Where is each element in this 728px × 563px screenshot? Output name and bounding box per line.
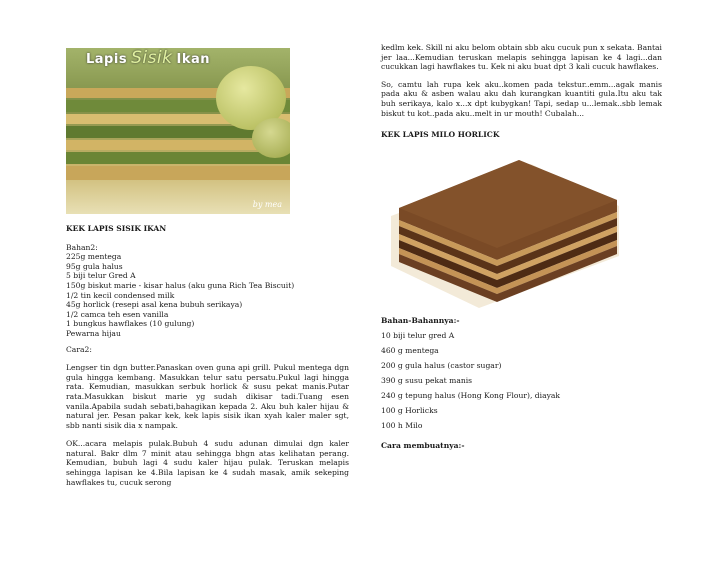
right-column — [381, 43, 662, 451]
recipe-title: KEK LAPIS SISIK IKAN — [66, 224, 167, 233]
left-column — [66, 48, 349, 487]
cake-layer — [66, 166, 290, 180]
list-item: 1/2 camca teh esen vanilla — [66, 309, 169, 319]
list-item: 150g biskut marie - kisar halus (aku guna Rich Tea Biscuit) — [66, 280, 295, 290]
fruit-decoration — [252, 118, 290, 158]
list-item: 200 g gula halus (castor sugar) — [381, 361, 502, 371]
list-item: 95g gula halus — [66, 261, 123, 271]
photo-credit: by mea — [252, 200, 282, 210]
recipe-title: KEK LAPIS MILO HORLICK — [381, 130, 500, 140]
method-paragraph: Lengser tin dgn butter.Panaskan oven guna api grill. Pukul mentega dgn gula hingga kembang. Masukkan telur satu persatu.Pukul lagi hingga rata. Kemudian, masukkan serbuk horlick & susu pekat manis.Putar rata.Masukkan biskut marie yg sudah dikisar tadi.Tuang esen vanila.Apabila sudah sebati,bahagikan kepada 2. Aku buh kaler hijau & natural jer. Pesan pakar kek, kek lapis sisik ikan xyah kaler maler sgt, sbb nanti sisik dia x nampak. — [66, 363, 349, 430]
body-paragraph: So, camtu lah rupa kek aku..komen pada tekstur..emm...agak manis pada aku & asben walau aku dah kurangkan kuantiti gula.Itu aku tak buh serikaya, kalo x...x dpt kubygkan! Tapi, sedap u...lemak..sbb lemak biskut tu kot..pada aku..melt in ur mouth! Cubalah... — [381, 79, 662, 118]
method-heading: Cara membuatnya:- — [381, 441, 465, 451]
ingredients-list — [66, 252, 349, 338]
ingredients-heading: Bahan-Bahannya:- — [381, 315, 460, 325]
list-item: 5 biji telur Gred A — [66, 271, 136, 281]
list-item: 1 bungkus hawflakes (10 gulung) — [66, 319, 195, 329]
list-item: 100 g Horlicks — [381, 406, 438, 416]
layered-cake-image — [381, 146, 621, 308]
cake-layer — [66, 152, 290, 164]
ingredients-list — [381, 331, 662, 431]
method-paragraph: OK...acara melapis pulak.Bubuh 4 sudu adunan dimulai dgn kaler natural. Bakr dlm 7 minit atau sehingga bhgn atas kelihatan perang. Kemudian, bubuh lagi 4 sudu kaler hijau pulak. Teruskan melapis sehingga lapisan ke 4.Bila lapisan ke 4 sudah masak, amik sekeping hawflakes tu, cucuk serong — [66, 439, 349, 487]
method-heading: Cara2: — [66, 344, 92, 354]
list-item: 10 biji telur gred A — [381, 331, 455, 341]
list-item: 460 g mentega — [381, 346, 439, 356]
list-item: 390 g susu pekat manis — [381, 376, 473, 386]
photo-title: Lapis Sisik Ikan — [86, 48, 211, 68]
lapis-sisik-ikan-photo — [66, 48, 290, 214]
list-item: 45g horlick (resepi asal kena bubuh serikaya) — [66, 300, 243, 310]
kek-lapis-milo-horlick-photo — [381, 146, 621, 308]
ingredients-heading: Bahan2: — [66, 242, 98, 252]
list-item: 100 h Milo — [381, 421, 423, 431]
list-item: Pewarna hijau — [66, 328, 121, 338]
list-item: 1/2 tin kecil condensed milk — [66, 290, 175, 300]
list-item: 225g mentega — [66, 252, 122, 262]
list-item: 240 g tepung halus (Hong Kong Flour), diayak — [381, 391, 561, 401]
body-paragraph: kedlm kek. Skill ni aku belom obtain sbb aku cucuk pun x sekata. Bantai jer laa...Kemudian teruskan melapis sehingga lapisan ke 4 lagi...dan cucukkan lagi hawflakes tu. Kek ni aku buat dpt 3 kali cucuk hawflakes. — [381, 43, 662, 72]
